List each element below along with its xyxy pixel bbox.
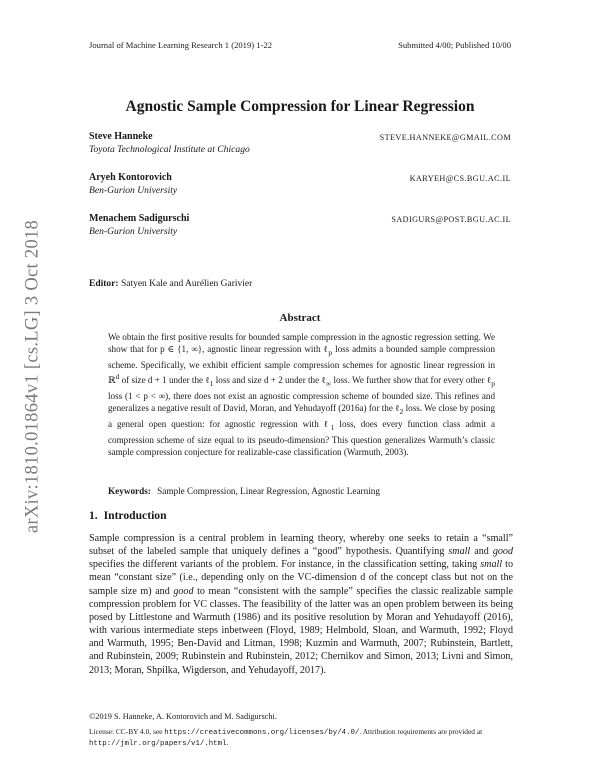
submission-dates: Submitted 4/00; Published 10/00 [398,40,511,50]
arxiv-stamp[interactable]: arXiv:1810.01864v1 [cs.LG] 3 Oct 2018 [22,219,43,534]
author-affiliation-2: Ben-Gurion University [89,185,178,196]
license-link[interactable]: https://creativecommons.org/licenses/by/4.0/ [164,729,360,737]
author-email-1[interactable]: STEVE.HANNEKE@GMAIL.COM [379,133,511,142]
keywords-text: Sample Compression, Linear Regression, Agnostic Learning [157,486,380,496]
editor-label: Editor: [89,279,119,289]
journal-header: Journal of Machine Learning Research 1 (2019) 1-22 [89,40,273,50]
section-heading: 1. Introduction [89,509,167,522]
paper-title: Agnostic Sample Compression for Linear Regression [125,98,475,115]
author-name-1: Steve Hanneke [89,131,153,142]
license-note: License: CC-BY 4.0, see https://creativecommons.org/licenses/by/4.0/. Attribution requirements are provided at http://jmlr.org/papers/v1/.html. [89,727,483,749]
author-affiliation-3: Ben-Gurion University [89,226,178,237]
author-email-3[interactable]: SADIGURS@POST.BGU.AC.IL [391,215,511,224]
editor-line [89,279,252,289]
author-name-3: Menachem Sadigurschi [89,213,190,224]
intro-paragraph: Sample compression is a central problem in learning theory, whereby one seeks to retain a “small” subset of the labeled sample that uniquely defines a “good” hypothesis. Quantifying small and good specifies the different variants of the problem. For instance, in the classification setting, taking small to mean “constant size” (i.e., depending only on the VC-dimension d of the concept class but not on the sample size m) and good to mean “consistent with the sample” specifies the classic realizable sample compression problem for VC classes. The feasibility of the latter was an open problem between its being posed by Littlestone and Warmuth (1986) and its positive resolution by Moran and Yehudayoff (2016), with various intermediate steps inbetween (Floyd, 1989; Helmbold, Sloan, and Warmuth, 1992; Floyd and Warmuth, 1995; Ben-David and Litman, 1998; Kuzmin and Warmuth, 2007; Rubinstein, Bartlett, and Rubinstein, 2009; Rubinstein and Rubinstein, 2012; Chernikov and Simon, 2013; Livni and Simon, 2013; Moran, Shpilka, Wigderson, and Yehudayoff, 2017). [89,533,513,676]
abstract-text: We obtain the first positive results for bounded sample compression in the agnostic regression setting. We show that for p ∈ {1, ∞}, agnostic linear regression with ℓ$_p$ loss admits a bounded sample compression scheme. Specifically, we exhibit efficient sample compression schemes for agnostic linear regression in ℝ$^d$ of size d + 1 under the ℓ$_1$ loss and size d + 2 under the ℓ$_\infty$ loss. We further show that for every other ℓ$_p$ loss (1 < p < ∞), there does not exist an agnostic compression scheme of bounded size. This refines and generalizes a negative result of David, Moran, and Yehudayoff (2016a) for the ℓ$_2$ loss. We close by posing a general open question: for agnostic regression with ℓ$_1$ loss, does every function class admit a compression scheme of size equal to its pseudo-dimension? This question generalizes Warmuth’s classic sample compression conjecture for realizable-case classification (Warmuth, 2003). [108,332,496,458]
abstract-heading: Abstract [279,312,321,324]
attribution-link[interactable]: http://jmlr.org/papers/v1/.html [89,740,227,749]
keywords-line [108,486,498,496]
copyright-line: ©2019 S. Hanneke, A. Kontorovich and M. Sadigurschi. [89,712,277,721]
author-affiliation-1: Toyota Technological Institute at Chicago [89,144,250,155]
editor-names: Satyen Kale and Aurélien Garivier [120,279,253,289]
keywords-label: Keywords: [108,486,151,496]
author-email-2[interactable]: KARYEH@CS.BGU.AC.IL [409,174,511,183]
author-name-2: Aryeh Kontorovich [89,172,172,183]
